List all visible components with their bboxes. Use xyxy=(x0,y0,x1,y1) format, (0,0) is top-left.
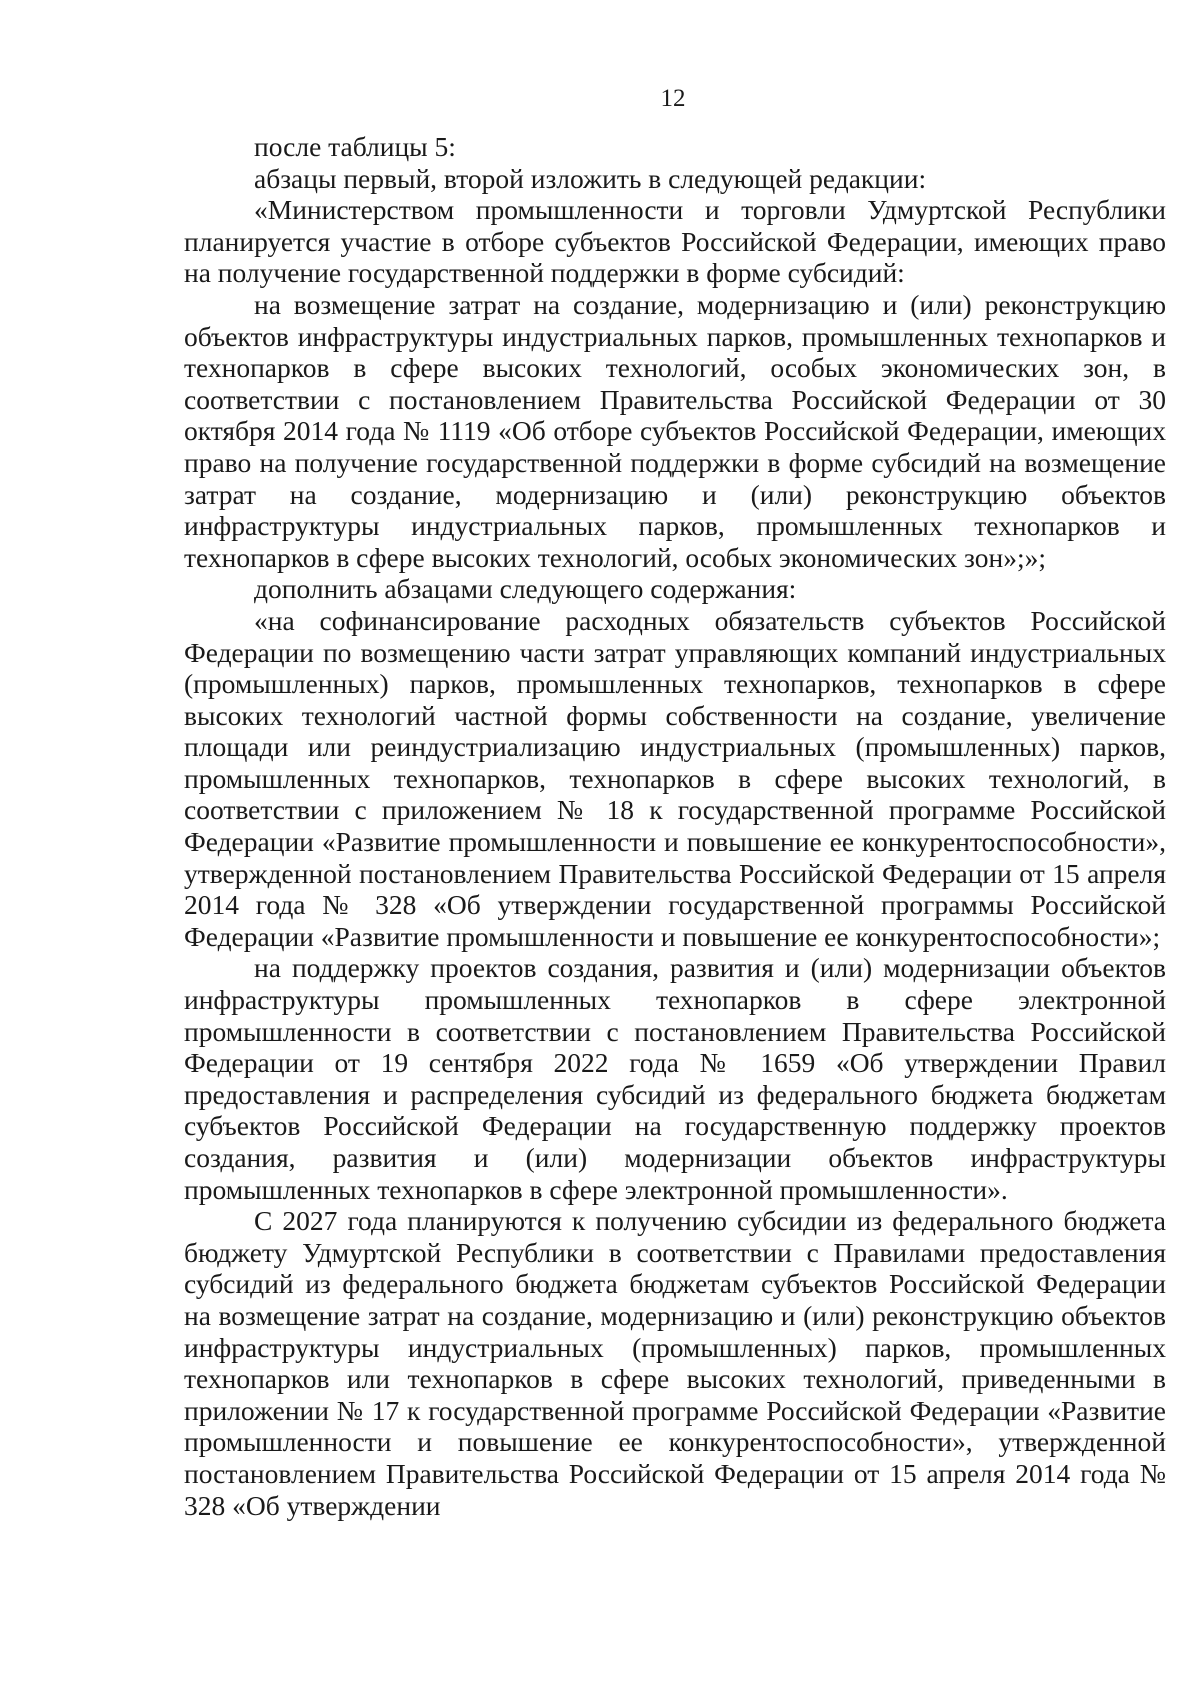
paragraph: дополнить абзацами следующего содержания: xyxy=(254,573,797,605)
paragraph: абзацы первый, второй изложить в следующей редакции: xyxy=(254,162,927,194)
paragraph: С 2027 года планируются к получению субсидии из федерального бюджета бюджету Удмуртской Республики в соответствии с Правилами предоставления субсидий из федерального бюджета бюджетам субъектов Российской Федерации на возмещение затрат на создание, модернизацию и (или) реконструкцию объектов инфраструктуры индустриальных (промышленных) парков, промышленных технопарков или технопарков в сфере высоких технологий, приведенными в приложении № 17 к государственной программе Российской Федерации «Развитие промышленности и повышение ее конкурентоспособности», утвержденной постановлением Правительства Российской Федерации от 15 апреля 2014 года № 328 «Об утверждении xyxy=(184,1205,1166,1521)
page-number: 12 xyxy=(660,85,686,112)
paragraph: на возмещение затрат на создание, модернизацию и (или) реконструкцию объектов инфраструктуры индустриальных парков, промышленных технопарков и технопарков в сфере высоких технологий, особых экономических зон, в соответствии с постановлением Правительства Российской Федерации от 30 октября 2014 года № 1119 «Об отборе субъектов Российской Федерации, имеющих право на получение государственной поддержки в форме субсидий на возмещение затрат на создание, модернизацию и (или) реконструкцию объектов инфраструктуры индустриальных парков, промышленных технопарков и технопарков в сфере высоких технологий, особых экономических зон»;»; xyxy=(184,288,1166,573)
paragraph: после таблицы 5: xyxy=(254,131,456,162)
document-body xyxy=(184,131,1166,1521)
paragraph: на поддержку проектов создания, развития и (или) модернизации объектов инфраструктуры промышленных технопарков в сфере электронной промышленности в соответствии с постановлением Правительства Российской Федерации от 19 сентября 2022 года № 1659 «Об утверждении Правил предоставления и распределения субсидий из федерального бюджета бюджетам субъектов Российской Федерации на государственную поддержку проектов создания, развития и (или) модернизации объектов инфраструктуры промышленных технопарков в сфере электронной промышленности». xyxy=(184,952,1166,1205)
paragraph: «Министерством промышленности и торговли Удмуртской Республики планируется участие в отборе субъектов Российской Федерации, имеющих право на получение государственной поддержки в форме субсидий: xyxy=(184,194,1166,289)
paragraph: «на софинансирование расходных обязательств субъектов Российской Федерации по возмещению части затрат управляющих компаний индустриальных (промышленных) парков, промышленных технопарков, технопарков в сфере высоких технологий частной формы собственности на создание, увеличение площади или реиндустриализацию индустриальных (промышленных) парков, промышленных технопарков, технопарков в сфере высоких технологий, в соответствии с приложением № 18 к государственной программе Российской Федерации «Развитие промышленности и повышение ее конкурентоспособности», утвержденной постановлением Правительства Российской Федерации от 15 апреля 2014 года № 328 «Об утверждении государственной программы Российской Федерации «Развитие промышленности и повышение ее конкурентоспособности»; xyxy=(184,604,1166,952)
